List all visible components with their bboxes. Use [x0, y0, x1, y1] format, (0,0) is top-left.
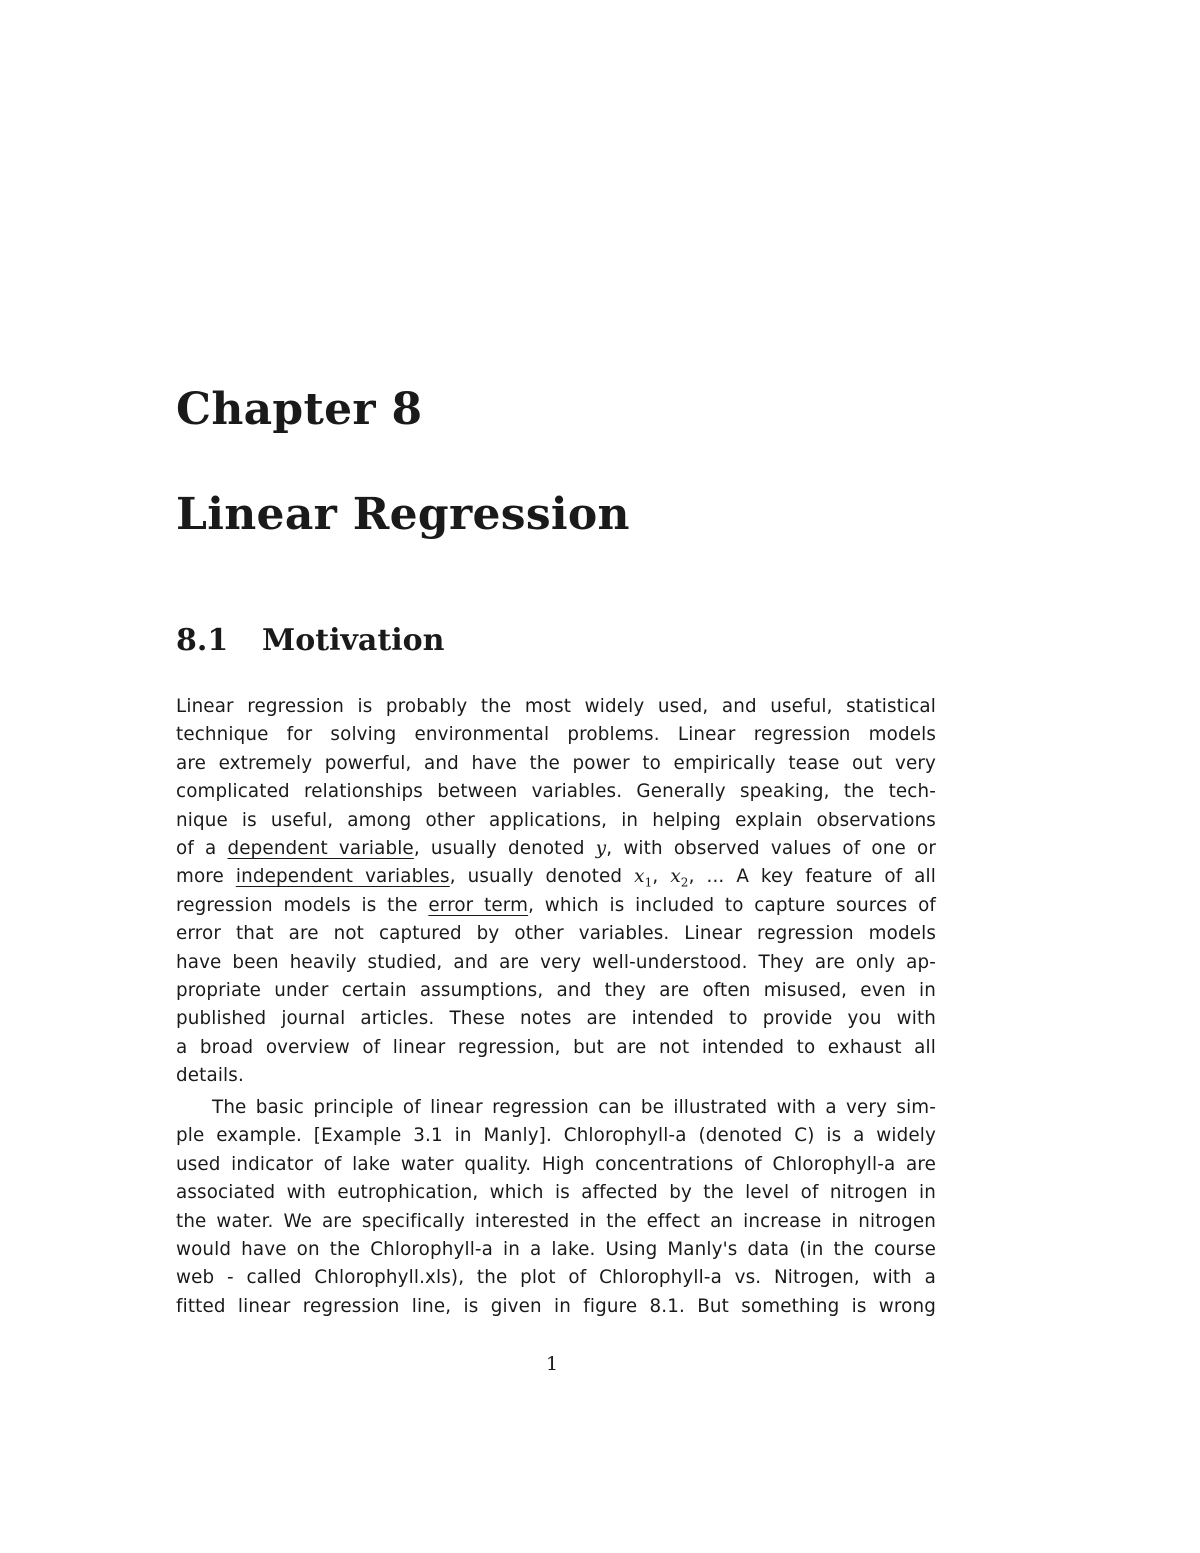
term-dependent-variable: dependent variable [227, 837, 414, 859]
text-line: published journal articles. These notes are intended to provide you with [176, 1008, 936, 1030]
text-line: details. [176, 1065, 244, 1087]
text-fragment: more [176, 866, 236, 888]
text-fragment: , with observed values of one or [606, 837, 936, 859]
text-line: error that are not captured by other variables. Linear regression models [176, 923, 936, 945]
text-line: associated with eutrophication, which is affected by the level of nitrogen in [176, 1182, 936, 1204]
section-heading [176, 618, 444, 664]
paragraph-motivation-1 [176, 693, 936, 1090]
section-number: 8.1 [176, 623, 229, 658]
chapter-label: Chapter 8 [176, 384, 423, 435]
text-line: would have on the Chlorophyll-a in a lake. Using Manly's data (in the course [176, 1238, 936, 1260]
text-line: used indicator of lake water quality. High concentrations of Chlorophyll-a are [176, 1153, 936, 1175]
math-subscript: 1 [644, 876, 653, 890]
math-subscript: 2 [680, 876, 689, 890]
page-number: 1 [545, 1353, 559, 1375]
text-line [176, 835, 936, 863]
text-line: The basic principle of linear regression can be illustrated with a very sim- [212, 1097, 936, 1118]
text-fragment: , usually denoted [413, 837, 596, 859]
text-line: complicated relationships between variables. Generally speaking, the tech- [176, 781, 936, 803]
term-error-term: error term [428, 894, 529, 916]
text-line [176, 892, 936, 920]
math-symbol: x [670, 866, 681, 888]
chapter-title: Linear Regression [176, 489, 630, 540]
text-fragment: , usually denoted [449, 866, 635, 888]
text-fragment: , ... A key feature of all [688, 866, 936, 888]
text-fragment: , which is included to capture sources of [528, 894, 936, 916]
text-line: the water. We are specifically interested in the effect an increase in nitrogen [176, 1210, 936, 1232]
text-line: fitted linear regression line, is given in figure 8.1. But something is wrong [176, 1295, 936, 1317]
text-line: Linear regression is probably the most widely used, and useful, statistical [176, 696, 936, 717]
text-fragment: regression models is the [176, 894, 429, 916]
text-line: ple example. [Example 3.1 in Manly]. Chlorophyll-a (denoted C) is a widely [176, 1125, 936, 1147]
text-line: web - called Chlorophyll.xls), the plot of Chlorophyll-a vs. Nitrogen, with a [176, 1267, 936, 1289]
text-line: a broad overview of linear regression, but are not intended to exhaust all [176, 1036, 936, 1058]
text-fragment: , [652, 866, 671, 888]
term-independent-variables: independent variables [235, 866, 450, 888]
paragraph-motivation-2 [176, 1094, 936, 1321]
text-fragment: of a [176, 837, 228, 859]
text-line: are extremely powerful, and have the power to empirically tease out very [176, 752, 936, 774]
text-line [176, 863, 936, 891]
text-line: technique for solving environmental problems. Linear regression models [176, 724, 936, 746]
math-variable-x1 [634, 866, 653, 890]
math-symbol: x [634, 866, 645, 888]
section-title: Motivation [262, 623, 445, 658]
text-line: nique is useful, among other applications, in helping explain observations [176, 809, 936, 831]
math-variable-x2 [670, 866, 689, 890]
text-line: propriate under certain assumptions, and they are often misused, even in [176, 979, 936, 1001]
math-variable-y: y [595, 837, 607, 859]
text-line: have been heavily studied, and are very well-understood. They are only ap- [176, 951, 936, 973]
